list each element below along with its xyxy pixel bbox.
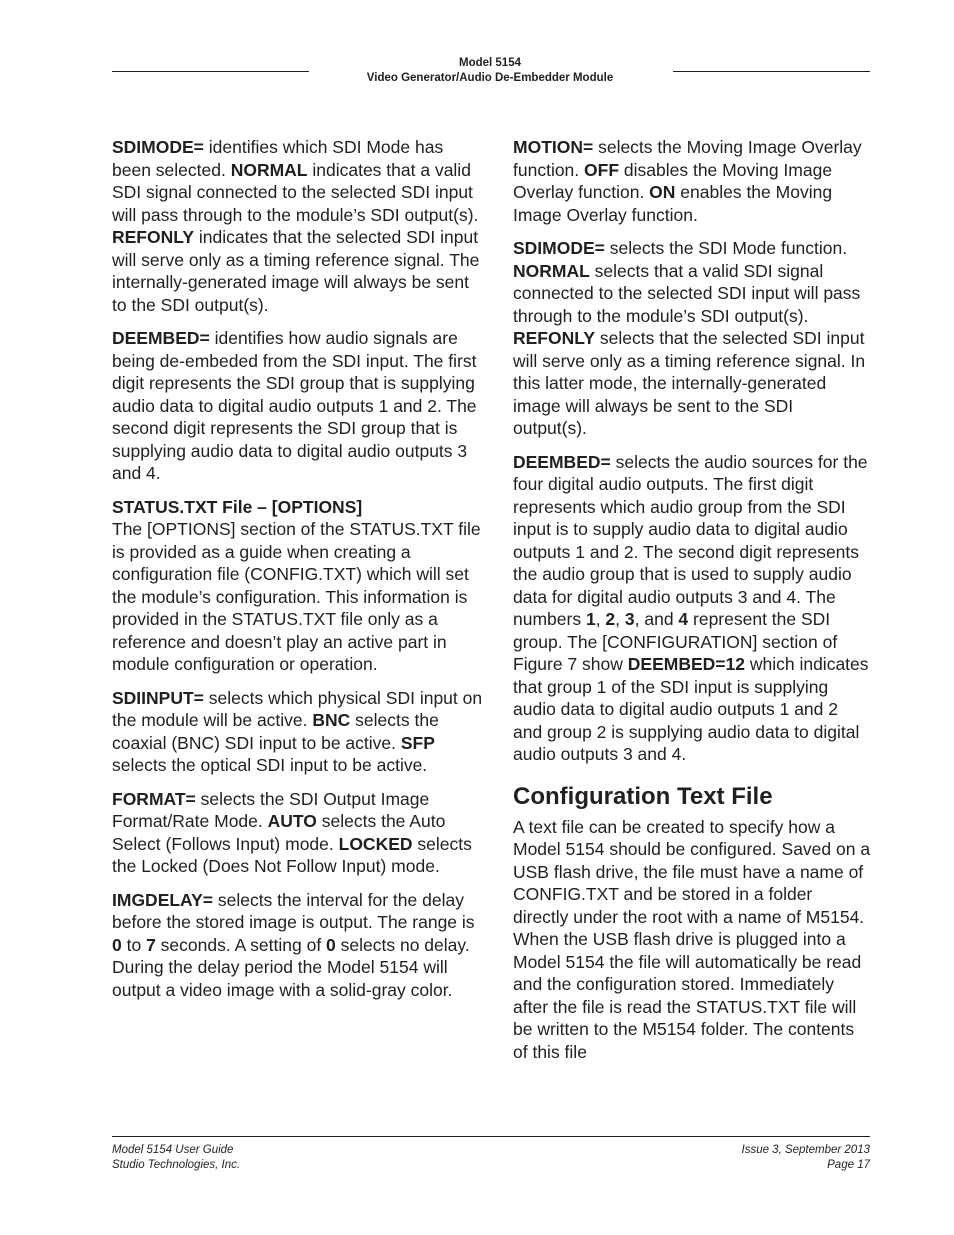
- paragraph-options-intro: The [OPTIONS] section of the STATUS.TXT file is provided as a guide when creating a configuration file (CONFIG.TXT) which will set the module’s configuration. This information is provided in the STATUS.TXT file only as a reference and doesn’t play an active part in module configuration or operation.: [112, 519, 481, 674]
- term-deembed-12: DEEMBED=12: [627, 654, 745, 674]
- term-imgdelay: IMGDELAY=: [112, 889, 213, 910]
- term-sdimode: SDIMODE=: [112, 137, 204, 157]
- header-rule-right: [673, 71, 870, 72]
- footer-guide-title: Model 5154 User Guide: [112, 1144, 234, 1156]
- running-header: [310, 56, 670, 86]
- paragraph-sdiinput: SDIINPUT= selects which physical SDI input on the module will be active. BNC selects the coaxial (BNC) SDI input to be active. SFP selects the optical SDI input to be active.: [112, 687, 483, 775]
- paragraph-sdimode-options: SDIMODE= selects the SDI Mode function. NORMAL selects that a valid SDI signal connected to the selected SDI input will pass through to the module’s SDI output(s). REFONLY selects that the selected SDI input will serve only as a timing reference signal. In this latter mode, the internally-generated image will always be sent to the SDI output(s).: [513, 238, 866, 438]
- term-deembed: DEEMBED=: [112, 328, 210, 348]
- section-heading-options: STATUS.TXT File – [OPTIONS]: [112, 496, 363, 517]
- paragraph-deembed-options: DEEMBED= selects the audio sources for the four digital audio outputs. The first digit represents which audio group from the SDI input is to supply audio data to digital audio outputs 1 and 2. The second digit represents the audio group that is used to supply audio data for digital audio outputs 3 and 4. The numbers 1, 2, 3, and 4 represent the SDI group. The [CONFIGURATION] section of Figure 7 show DEEMBED=12 which indicates that group 1 of the SDI input is supplying audio data to digital audio outputs 1 and 2 and group 2 is supplying audio data to digital audio outputs 3 and 4.: [513, 451, 869, 764]
- term-format: FORMAT=: [112, 788, 196, 809]
- paragraph-motion: MOTION= selects the Moving Image Overlay function. OFF disables the Moving Image Overlay function. ON enables the Moving Image Overlay function.: [513, 137, 862, 225]
- term-sfp: SFP: [400, 732, 435, 753]
- left-column: [112, 136, 484, 1012]
- term-motion: MOTION=: [513, 137, 594, 157]
- term-locked: LOCKED: [338, 833, 413, 854]
- term-off: OFF: [584, 159, 620, 180]
- paragraph-sdimode-status: SDIMODE= identifies which SDI Mode has been selected. NORMAL indicates that a valid SDI signal connected to the selected SDI input will pass through to the module’s SDI output(s). REFONLY indicates that the selected SDI input will serve only as a timing reference signal. The internally-generated image will always be sent to the SDI output(s).: [112, 137, 480, 315]
- paragraph-imgdelay: IMGDELAY= selects the interval for the delay before the stored image is output. The range is 0 to 7 seconds. A setting of 0 selects no delay. During the delay period the Model 5154 will output a video image with a solid-gray color.: [112, 889, 475, 1000]
- footer-issue: Issue 3, September 2013: [741, 1144, 870, 1156]
- term-refonly: REFONLY: [112, 227, 195, 247]
- paragraph-deembed-status: DEEMBED= identifies how audio signals are being de-embeded from the SDI input. The first digit represents the SDI group that is supplying audio data to digital audio outputs 1 and 2. The second digit represents the SDI group that is supplying audio data to digital audio outputs 3 and 4.: [112, 328, 477, 483]
- header-subtitle: Video Generator/Audio De-Embedder Module: [366, 72, 614, 84]
- header-rule-left: [112, 71, 309, 72]
- term-sdiinput: SDIINPUT=: [112, 687, 204, 708]
- term-on: ON: [649, 182, 676, 202]
- term-refonly: REFONLY: [513, 328, 596, 348]
- term-normal: NORMAL: [230, 159, 308, 180]
- paragraph-format: FORMAT= selects the SDI Output Image Format/Rate Mode. AUTO selects the Auto Select (Follows Input) mode. LOCKED selects the Locked (Does Not Follow Input) mode.: [112, 788, 472, 876]
- term-bnc: BNC: [312, 710, 351, 730]
- header-model: Model 5154: [459, 57, 521, 69]
- term-auto: AUTO: [267, 811, 317, 831]
- term-sdimode: SDIMODE=: [513, 238, 605, 258]
- section-heading-configuration: Configuration Text File: [513, 782, 773, 810]
- footer-rule: [112, 1136, 870, 1137]
- term-normal: NORMAL: [513, 260, 590, 281]
- footer-page-number: Page 17: [827, 1159, 870, 1171]
- footer-right: [742, 1143, 871, 1173]
- footer-company: Studio Technologies, Inc.: [112, 1159, 241, 1171]
- paragraph-configuration-text-file: A text file can be created to specify how a Model 5154 should be configured. Saved on a USB flash drive, the file must have a name of CONFIG.TXT and be stored in a folder directly under the root with a name of M5154. When the USB flash drive is plugged into a Model 5154 the file will automatically be read and the configuration stored. Immediately after the file is read the STATUS.TXT file will be written to the M5154 folder. The contents of this file: [513, 816, 871, 1062]
- right-column: [513, 136, 871, 1074]
- term-deembed: DEEMBED=: [513, 451, 611, 472]
- footer-left: [112, 1143, 240, 1173]
